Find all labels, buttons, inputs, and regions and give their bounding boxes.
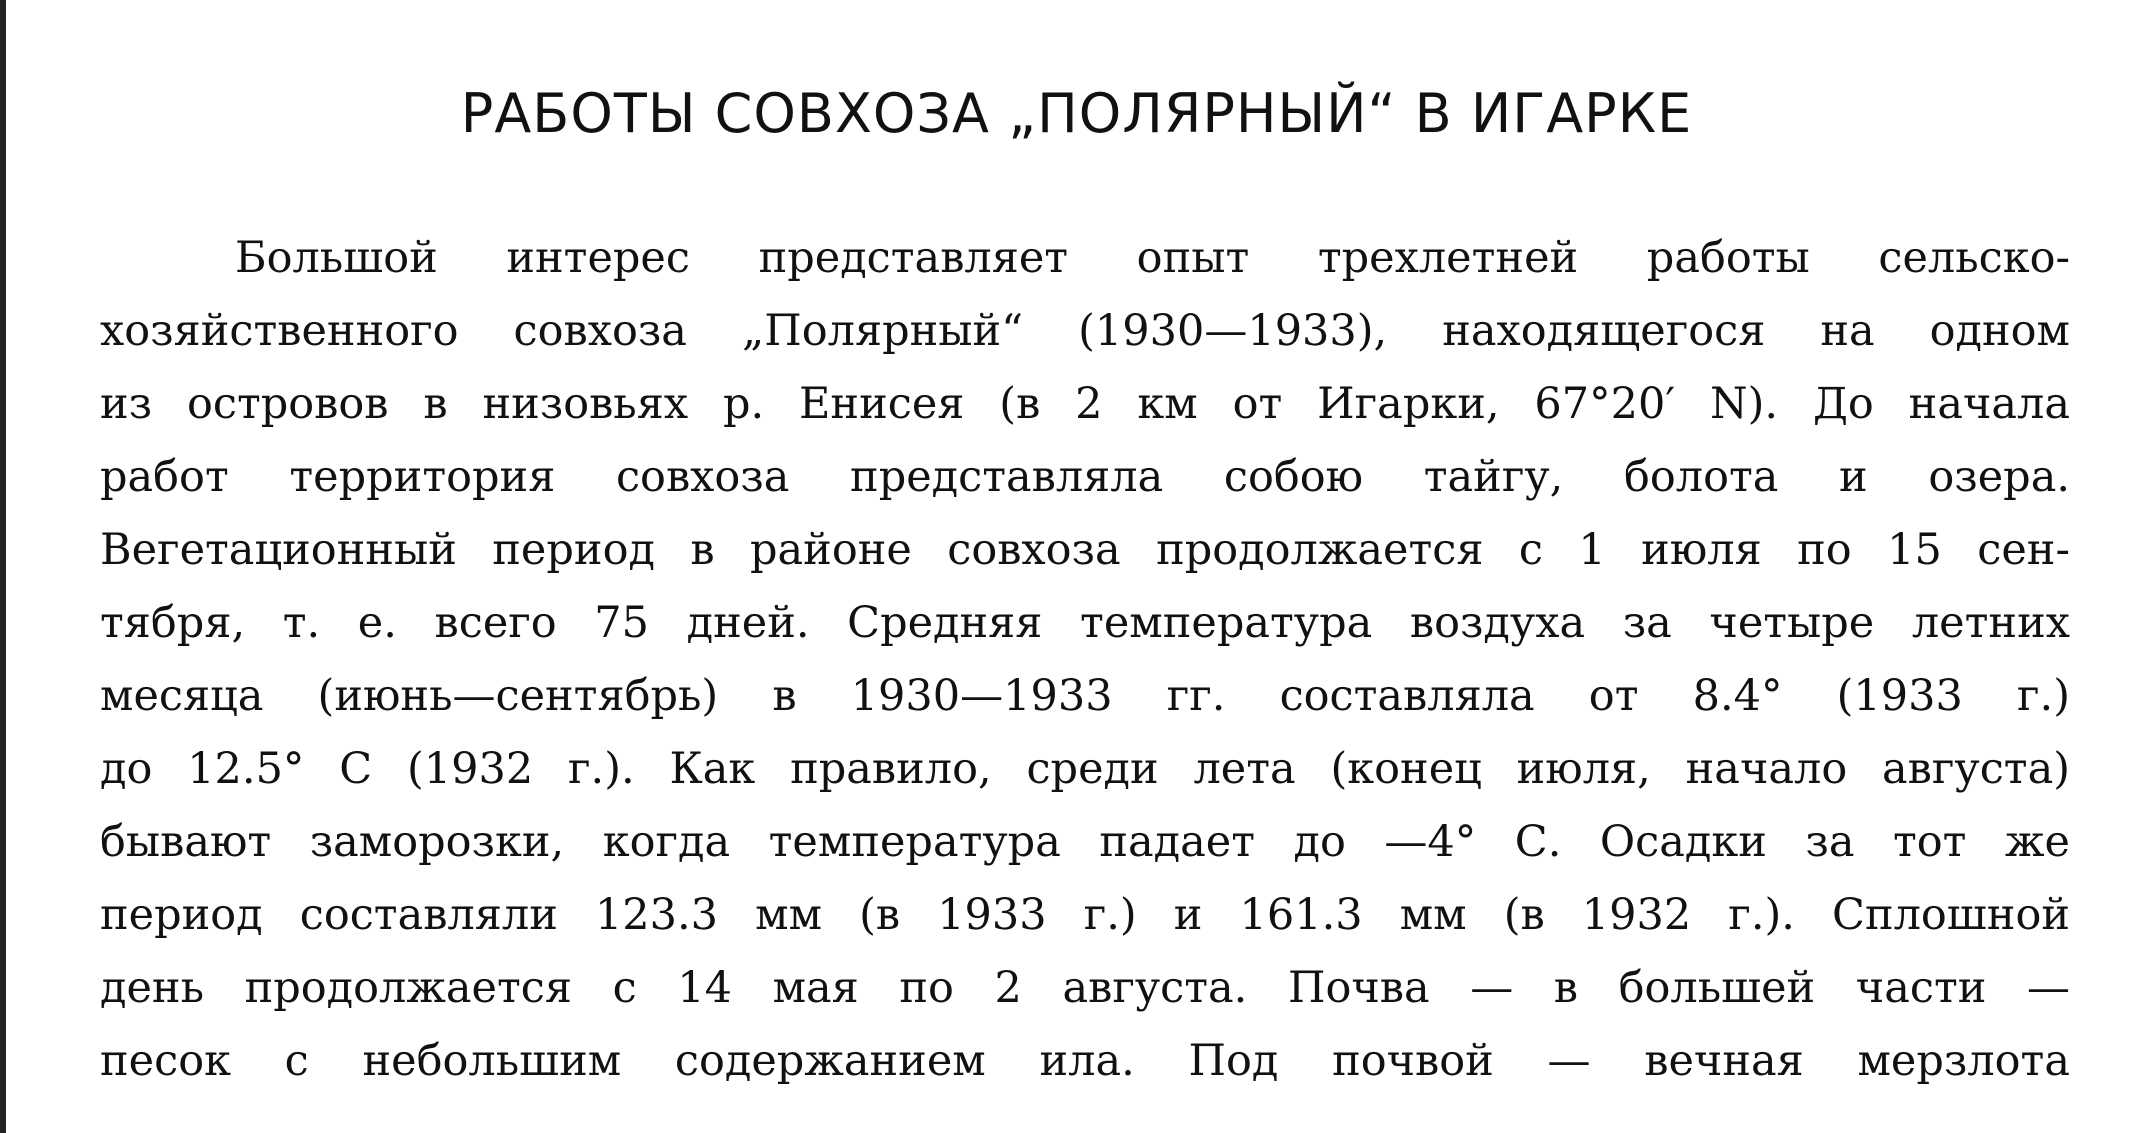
text-line: из островов в низовьях р. Енисея (в 2 км от Игарки, 67°20′ N). До начала — [100, 379, 2070, 429]
text-line: период составляли 123.3 мм (в 1933 г.) и 161.3 мм (в 1932 г.). Сплошной — [100, 890, 2070, 940]
text-line: тября, т. е. всего 75 дней. Средняя температура воздуха за четыре летних — [100, 598, 2070, 648]
text-line: работ территория совхоза представляла собою тайгу, болота и озера. — [100, 452, 2070, 502]
text-line: до 12.5° С (1932 г.). Как правило, среди лета (конец июля, начало августа) — [100, 744, 2070, 794]
text-line: хозяйственного совхоза „Полярный“ (1930—1933), находящегося на одном — [100, 306, 2070, 356]
page-title: РАБОТЫ СОВХОЗА „ПОЛЯРНЫЙ“ В ИГАРКЕ — [460, 82, 1693, 145]
text-line: Большой интерес представляет опыт трехлетней работы сельско- — [235, 233, 2070, 283]
page-edge-rule — [0, 0, 6, 1133]
text-line: месяца (июнь—сентябрь) в 1930—1933 гг. составляла от 8.4° (1933 г.) — [100, 671, 2070, 721]
body-paragraph — [100, 222, 2070, 1098]
text-line: Вегетационный период в районе совхоза продолжается с 1 июля по 15 сен- — [100, 525, 2070, 575]
text-line: день продолжается с 14 мая по 2 августа. Почва — в большей части — — [100, 963, 2070, 1013]
text-line: бывают заморозки, когда температура падает до —4° С. Осадки за тот же — [100, 817, 2070, 867]
text-line: песок с небольшим содержанием ила. Под почвой — вечная мерзлота — [100, 1036, 2070, 1086]
